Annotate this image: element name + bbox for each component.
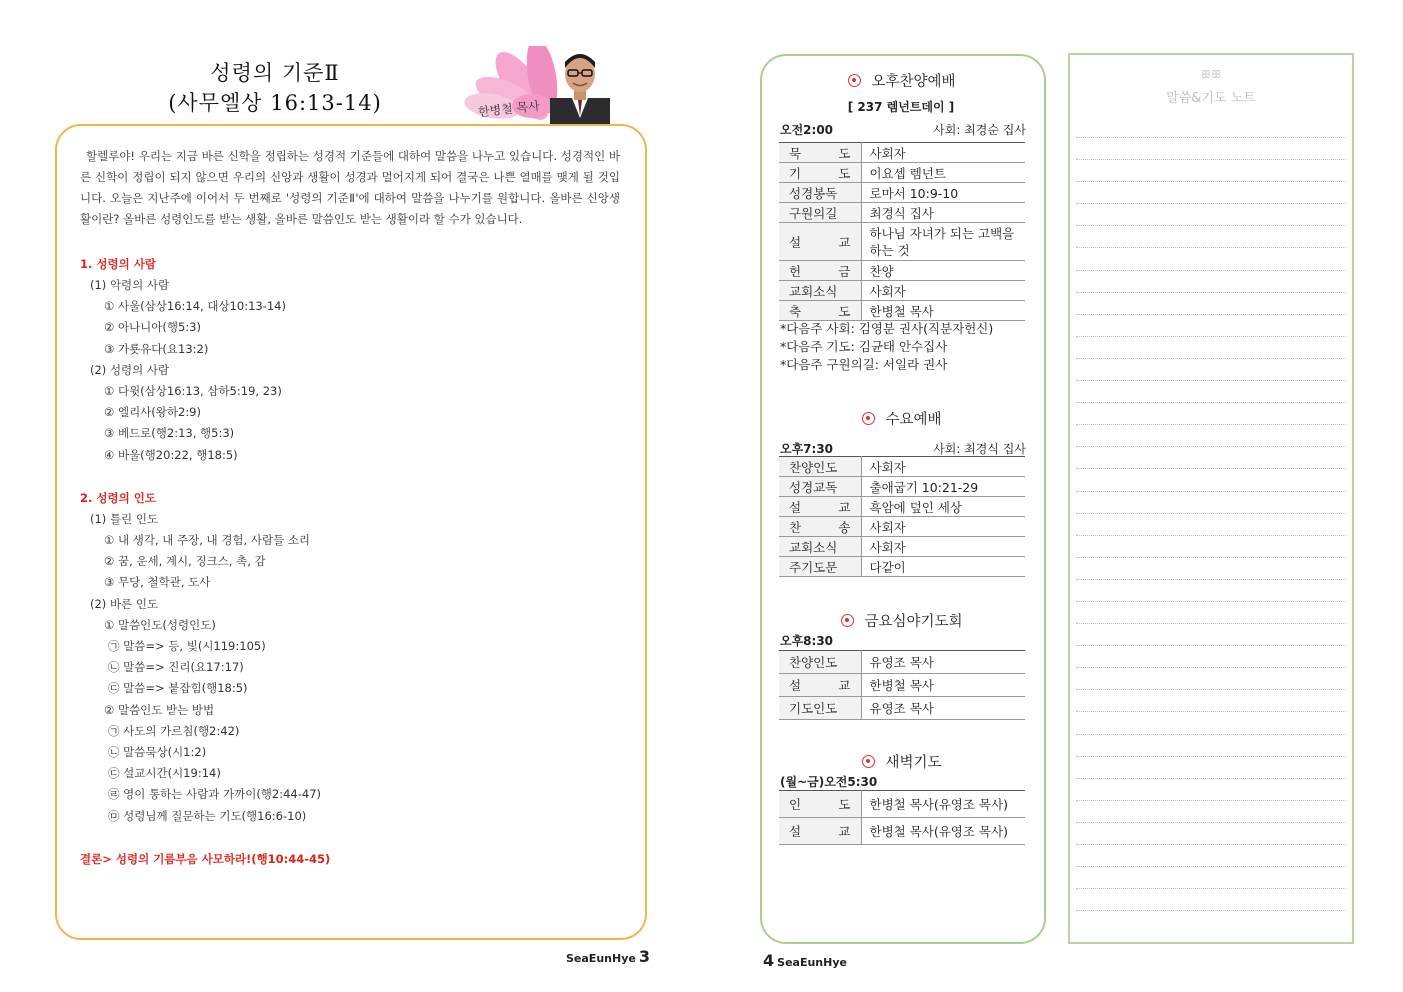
role-cell: 인 도: [779, 791, 861, 818]
list-item: ㉠ 사도의 가르침(행2:42): [108, 723, 240, 738]
role-cell: 주기도문: [779, 557, 861, 577]
role-cell: 설 교: [779, 497, 861, 517]
subsection-heading: (2) 성령의 사람: [90, 362, 170, 377]
list-item: ③ 무당, 철학관, 도사: [104, 575, 211, 590]
afternoon-time-row: [780, 121, 1026, 138]
list-item: ㉤ 성령님께 질문하는 기도(행16:6-10): [108, 808, 307, 823]
table-row: [779, 697, 1025, 720]
table-row: [779, 557, 1025, 577]
value-cell: 사회자: [861, 143, 1025, 163]
pastor-portrait: [550, 54, 610, 124]
list-item: ① 내 생각, 내 주장, 내 경험, 사람들 소리: [104, 533, 311, 548]
bullet-icon: [841, 614, 854, 627]
value-cell: 한병철 목사(유영조 목사): [861, 818, 1025, 845]
table-row: [779, 301, 1025, 321]
service-time: (월~금)오전5:30: [780, 775, 878, 789]
role-cell: 성경봉독: [779, 183, 861, 203]
table-row: [779, 183, 1025, 203]
value-cell: 사회자: [861, 517, 1025, 537]
value-cell: 흑암에 덮인 세상: [861, 497, 1025, 517]
friday-time-row: [780, 632, 1026, 649]
bullet-icon: [862, 755, 875, 768]
section-heading: 1. 성령의 사람: [80, 257, 156, 271]
sermon-title-main: 성령의 기준Ⅱ: [210, 61, 340, 85]
role-cell: 찬양인도: [779, 651, 861, 674]
value-cell: 한병철 목사: [861, 301, 1025, 321]
sermon-conclusion: 결론> 성령의 기름부음 사모하라!(행10:44-45): [80, 851, 331, 866]
notes-ornament-icon: ꕥꕥ: [1200, 68, 1222, 81]
list-item: ④ 바울(행20:22, 행18:5): [104, 447, 238, 462]
dawn-prayer-title: [778, 751, 1026, 772]
page-number: 3: [638, 947, 650, 966]
value-cell: 한병철 목사(유영조 목사): [861, 791, 1025, 818]
sermon-intro: 할렐루야! 우리는 지금 바른 신학을 정립하는 성경적 기준들에 대하여 말씀을 나누고 있습니다. 성경적인 바른 신학이 정립이 되지 않으면 우리의 신앙과 생활이 성경과 멀어지게 되어 결국은 나쁜 열매를 맺게 될 것입니다. 오늘은 지난주에 이어서 두 번째로 '성령의 기준Ⅱ'에 대하여 말씀을 나누기를 원합니다. 올바른 신앙생활이란? 올바른 성령인도를 받는 생활, 올바른 말씀인도 받는 생활이라 할 수가 있습니다.: [80, 149, 620, 226]
value-cell: 한병철 목사: [861, 674, 1025, 697]
role-cell: 찬양인도: [779, 457, 861, 477]
list-item: ㉣ 영이 통하는 사람과 가까이(행2:44-47): [108, 787, 322, 802]
afternoon-service-subtitle: [ 237 렘넌트데이 ]: [847, 100, 955, 114]
table-row: [779, 517, 1025, 537]
list-item: ㉡ 말씀=> 진리(요17:17): [108, 660, 244, 675]
bullet-icon: [848, 74, 861, 87]
table-row: [779, 143, 1025, 163]
value-cell: 다같이: [861, 557, 1025, 577]
role-cell: 교회소식: [779, 281, 861, 301]
next-week-notes: [780, 320, 993, 374]
list-item: ㉠ 말씀=> 등, 빛(시119:105): [108, 639, 266, 654]
note-line: *다음주 사회: 김영분 권사(직분자헌신): [780, 321, 994, 336]
role-cell: 설 교: [779, 818, 861, 845]
subsection-heading: (2) 바른 인도: [90, 596, 159, 611]
role-cell: 축 도: [779, 301, 861, 321]
value-cell: 출애굽기 10:21-29: [861, 477, 1025, 497]
afternoon-service-title: [778, 70, 1026, 91]
role-cell: 구원의길: [779, 203, 861, 223]
bullet-icon: [862, 412, 875, 425]
service-title-text: 새벽기도: [885, 755, 942, 771]
value-cell: 하나님 자녀가 되는 고백을 하는 것: [861, 223, 1025, 261]
wednesday-service-title: [778, 408, 1026, 429]
page-footer-4: [760, 951, 847, 970]
afternoon-order-table: [779, 142, 1025, 321]
table-row: [779, 163, 1025, 183]
service-title-text: 오후찬양예배: [871, 74, 956, 90]
list-item: ① 사울(삼상16:14, 대상10:13-14): [104, 299, 286, 314]
pastor-name-tag: 한병철 목사: [477, 98, 541, 120]
table-row: [779, 477, 1025, 497]
table-row: [779, 791, 1025, 818]
role-cell: 설 교: [779, 223, 861, 261]
value-cell: 찬양: [861, 261, 1025, 281]
dawn-order-table: [779, 790, 1025, 845]
wednesday-order-table: [779, 456, 1025, 577]
list-item: ② 꿈, 운세, 계시, 징크스, 촉, 감: [104, 554, 266, 569]
table-row: [779, 651, 1025, 674]
service-host: 사회: 최경순 집사: [933, 123, 1026, 137]
table-row: [779, 818, 1025, 845]
section-heading: 2. 성령의 인도: [80, 490, 156, 505]
list-item: ③ 베드로(행2:13, 행5:3): [104, 426, 235, 441]
list-item: ㉢ 말씀=> 붙잡힘(행18:5): [108, 681, 248, 696]
dawn-time-row: [780, 773, 1026, 790]
notes-writing-area[interactable]: [1076, 137, 1346, 937]
service-host: 사회: 최경식 집사: [933, 442, 1026, 456]
table-row: [779, 261, 1025, 281]
table-row: [779, 281, 1025, 301]
note-line: *다음주 기도: 김균태 안수집사: [780, 339, 948, 354]
role-cell: 성경교독: [779, 477, 861, 497]
service-time: 오후7:30: [780, 442, 834, 456]
role-cell: 찬 송: [779, 517, 861, 537]
role-cell: 헌 금: [779, 261, 861, 281]
list-item: ② 말씀인도 받는 방법: [104, 702, 215, 717]
list-item: ② 아나니아(행5:3): [104, 320, 201, 335]
friday-service-title: [778, 610, 1026, 631]
list-item: ③ 가룟유다(요13:2): [104, 341, 209, 356]
list-item: ① 다윗(삼상16:13, 삼하5:19, 23): [104, 384, 282, 399]
role-cell: 묵 도: [779, 143, 861, 163]
value-cell: 유영조 목사: [861, 651, 1025, 674]
table-row: [779, 457, 1025, 477]
value-cell: 유영조 목사: [861, 697, 1025, 720]
role-cell: 교회소식: [779, 537, 861, 557]
value-cell: 사회자: [861, 537, 1025, 557]
sermon-body: [80, 146, 620, 870]
notes-title: 말씀&기도 노트: [1166, 91, 1256, 106]
table-row: [779, 223, 1025, 261]
value-cell: 이요셉 렘넌트: [861, 163, 1025, 183]
value-cell: 로마서 10:9-10: [861, 183, 1025, 203]
sermon-title: [150, 58, 400, 118]
role-cell: 기도인도: [779, 697, 861, 720]
page-footer-3: [566, 947, 653, 966]
table-row: [779, 497, 1025, 517]
sermon-title-scripture: (사무엘상 16:13-14): [168, 91, 382, 115]
subsection-heading: (1) 악령의 사람: [90, 278, 170, 292]
table-row: [779, 203, 1025, 223]
service-title-text: 수요예배: [885, 412, 942, 428]
role-cell: 설 교: [779, 674, 861, 697]
value-cell: 사회자: [861, 281, 1025, 301]
footer-brand: SeaEunHye: [566, 952, 636, 965]
table-row: [779, 674, 1025, 697]
note-line: *다음주 구원의길: 서일라 권사: [780, 357, 948, 372]
value-cell: 최경식 집사: [861, 203, 1025, 223]
role-cell: 기 도: [779, 163, 861, 183]
service-time: 오후8:30: [780, 634, 834, 648]
footer-brand: SeaEunHye: [777, 956, 847, 969]
list-item: ㉢ 설교시간(시19:14): [108, 766, 221, 781]
wednesday-time-row: [780, 440, 1026, 457]
service-title-text: 금요심야기도회: [864, 614, 963, 630]
list-item: ② 엘리사(왕하2:9): [104, 405, 201, 420]
page-number: 4: [763, 951, 775, 970]
value-cell: 사회자: [861, 457, 1025, 477]
subsection-heading: (1) 틀린 인도: [90, 511, 159, 526]
service-time: 오전2:00: [780, 123, 834, 137]
table-row: [779, 537, 1025, 557]
list-item: ㉡ 말씀묵상(시1:2): [108, 745, 207, 760]
friday-order-table: [779, 650, 1025, 720]
list-item: ① 말씀인도(성령인도): [104, 617, 216, 632]
